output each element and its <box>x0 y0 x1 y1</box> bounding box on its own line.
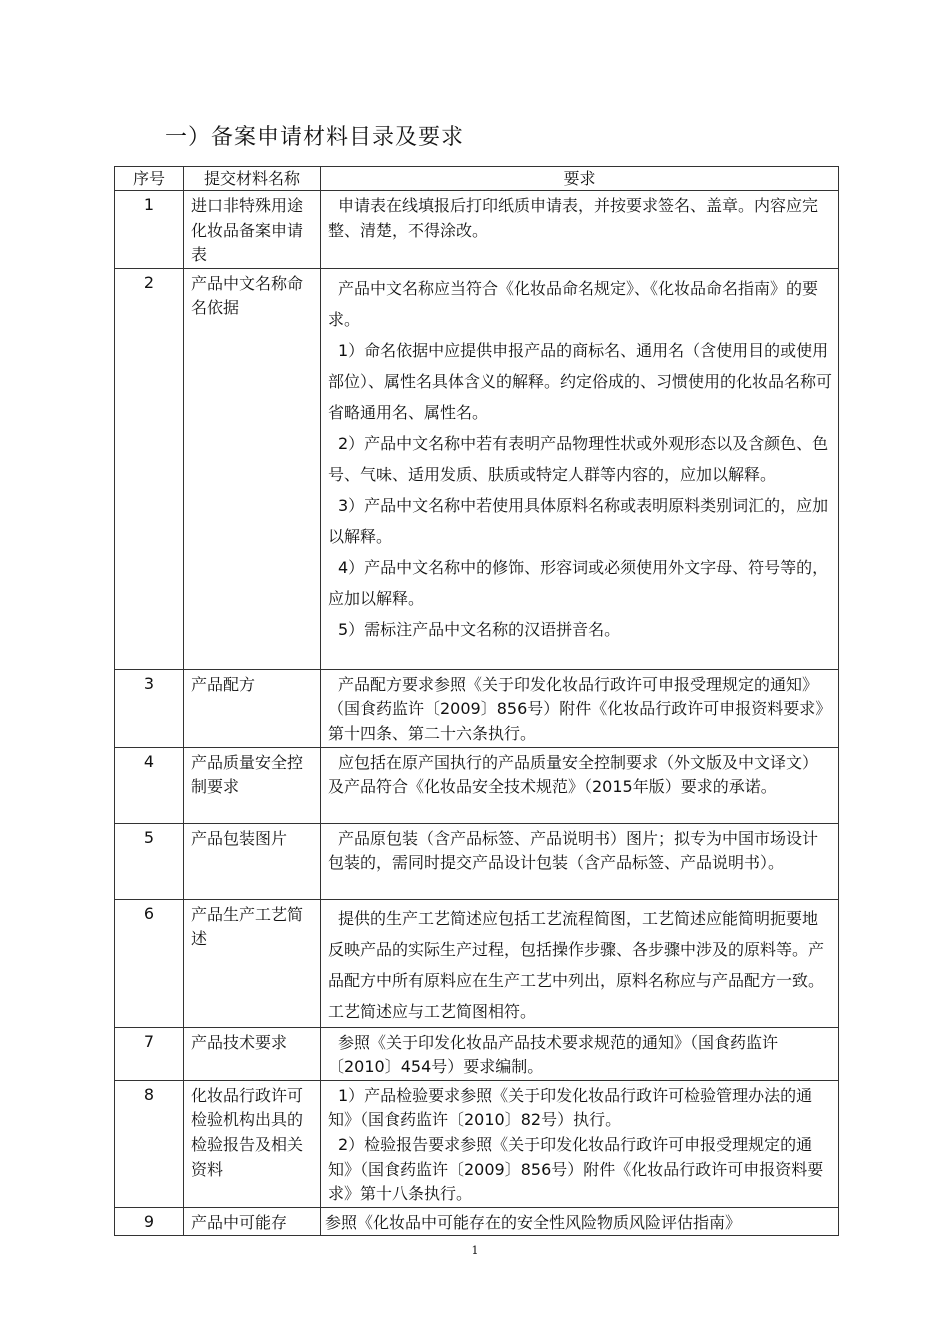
row-no: 5 <box>115 823 184 899</box>
table-row <box>115 1207 839 1236</box>
req-text: 参照《化妆品中可能存在的安全性风险物质风险评估指南》 <box>325 1212 742 1232</box>
row-req <box>321 1027 839 1080</box>
table-row <box>115 191 839 269</box>
req-clip <box>328 273 832 669</box>
table-row <box>115 823 839 899</box>
table-header-row <box>115 167 839 191</box>
table-row <box>115 669 839 747</box>
table-row <box>115 1027 839 1080</box>
page-number: 1 <box>471 1244 479 1257</box>
table-row <box>115 899 839 1027</box>
row-name: 产品生产工艺简述 <box>184 899 321 1027</box>
row-req <box>321 1207 839 1236</box>
req-text: 3）产品中文名称中若使用具体原料名称或表明原料类别词汇的，应加以解释。 <box>328 495 829 546</box>
req-text: 1）命名依据中应提供申报产品的商标名、通用名（含使用目的或使用部位）、属性名具体含义的解释。约定俗成的、习惯使用的化妆品名称可省略通用名、属性名。 <box>328 340 832 422</box>
section-heading: 一）备案申请材料目录及要求 <box>165 125 465 150</box>
req-text: 提供的生产工艺简述应包括工艺流程简图，工艺简述应能简明扼要地反映产品的实际生产过程，包括操作步骤、各步骤中涉及的原料等。产品配方中所有原料应在生产工艺中列出，原料名称应与产品配方一致。工艺简述应与工艺简图相符。 <box>328 908 825 1021</box>
row-req <box>321 191 839 269</box>
req-text: 2）检验报告要求参照《关于印发化妆品行政许可申报受理规定的通知》（国食药监许〔2009〕856号）附件《化妆品行政许可申报资料要求》第十八条执行。 <box>328 1134 824 1204</box>
row-no: 7 <box>115 1027 184 1080</box>
row-no: 2 <box>115 268 184 669</box>
row-name: 产品质量安全控制要求 <box>184 747 321 823</box>
row-no: 6 <box>115 899 184 1027</box>
req-text: 产品原包装（含产品标签、产品说明书）图片；拟专为中国市场设计包装的，需同时提交产品设计包装（含产品标签、产品说明书）。 <box>328 828 819 873</box>
row-name: 产品中文名称命名依据 <box>184 268 321 669</box>
row-no: 1 <box>115 191 184 269</box>
req-text: 申请表在线填报后打印纸质申请表，并按要求签名、盖章。内容应完整、清楚，不得涂改。 <box>328 196 819 240</box>
row-name: 产品技术要求 <box>184 1027 321 1080</box>
row-name: 进口非特殊用途化妆品备案申请表 <box>184 191 321 269</box>
table-row <box>115 268 839 669</box>
row-name: 化妆品行政许可检验机构出具的检验报告及相关资料 <box>184 1080 321 1207</box>
table-row <box>115 747 839 823</box>
materials-table <box>114 166 839 1236</box>
row-no: 4 <box>115 747 184 823</box>
row-req <box>321 268 839 669</box>
row-no: 8 <box>115 1080 184 1207</box>
row-req <box>321 899 839 1027</box>
row-req <box>321 669 839 747</box>
req-text: 参照《关于印发化妆品产品技术要求规范的通知》（国食药监许〔2010〕454号）要求编制。 <box>328 1032 779 1077</box>
header-name: 提交材料名称 <box>184 167 321 191</box>
row-name: 产品中可能存 <box>184 1207 321 1236</box>
row-name: 产品包装图片 <box>184 823 321 899</box>
req-text: 产品配方要求参照《关于印发化妆品行政许可申报受理规定的通知》（国食药监许〔2009〕856号）附件《化妆品行政许可申报资料要求》第十四条、第二十六条执行。 <box>328 674 832 743</box>
row-req <box>321 747 839 823</box>
header-req: 要求 <box>321 167 839 191</box>
row-req <box>321 823 839 899</box>
req-text: 产品中文名称应当符合《化妆品命名规定》、《化妆品命名指南》的要求。 <box>328 278 819 329</box>
row-no: 9 <box>115 1207 184 1236</box>
req-text: 应包括在原产国执行的产品质量安全控制要求（外文版及中文译文）及产品符合《化妆品安全技术规范》（2015年版）要求的承诺。 <box>328 752 819 797</box>
req-text: 4）产品中文名称中的修饰、形容词或必须使用外文字母、符号等的，应加以解释。 <box>328 557 829 608</box>
row-no: 3 <box>115 669 184 747</box>
table-row <box>115 1080 839 1207</box>
req-text: 5）需标注产品中文名称的汉语拼音名。 <box>338 619 621 639</box>
header-no: 序号 <box>115 167 184 191</box>
row-name: 产品配方 <box>184 669 321 747</box>
req-text: 1）产品检验要求参照《关于印发化妆品行政许可检验管理办法的通知》（国食药监许〔2010〕82号）执行。 <box>328 1085 813 1130</box>
row-req <box>321 1080 839 1207</box>
req-text: 2）产品中文名称中若有表明产品物理性状或外观形态以及含颜色、色号、气味、适用发质、肤质或特定人群等内容的，应加以解释。 <box>328 433 829 484</box>
